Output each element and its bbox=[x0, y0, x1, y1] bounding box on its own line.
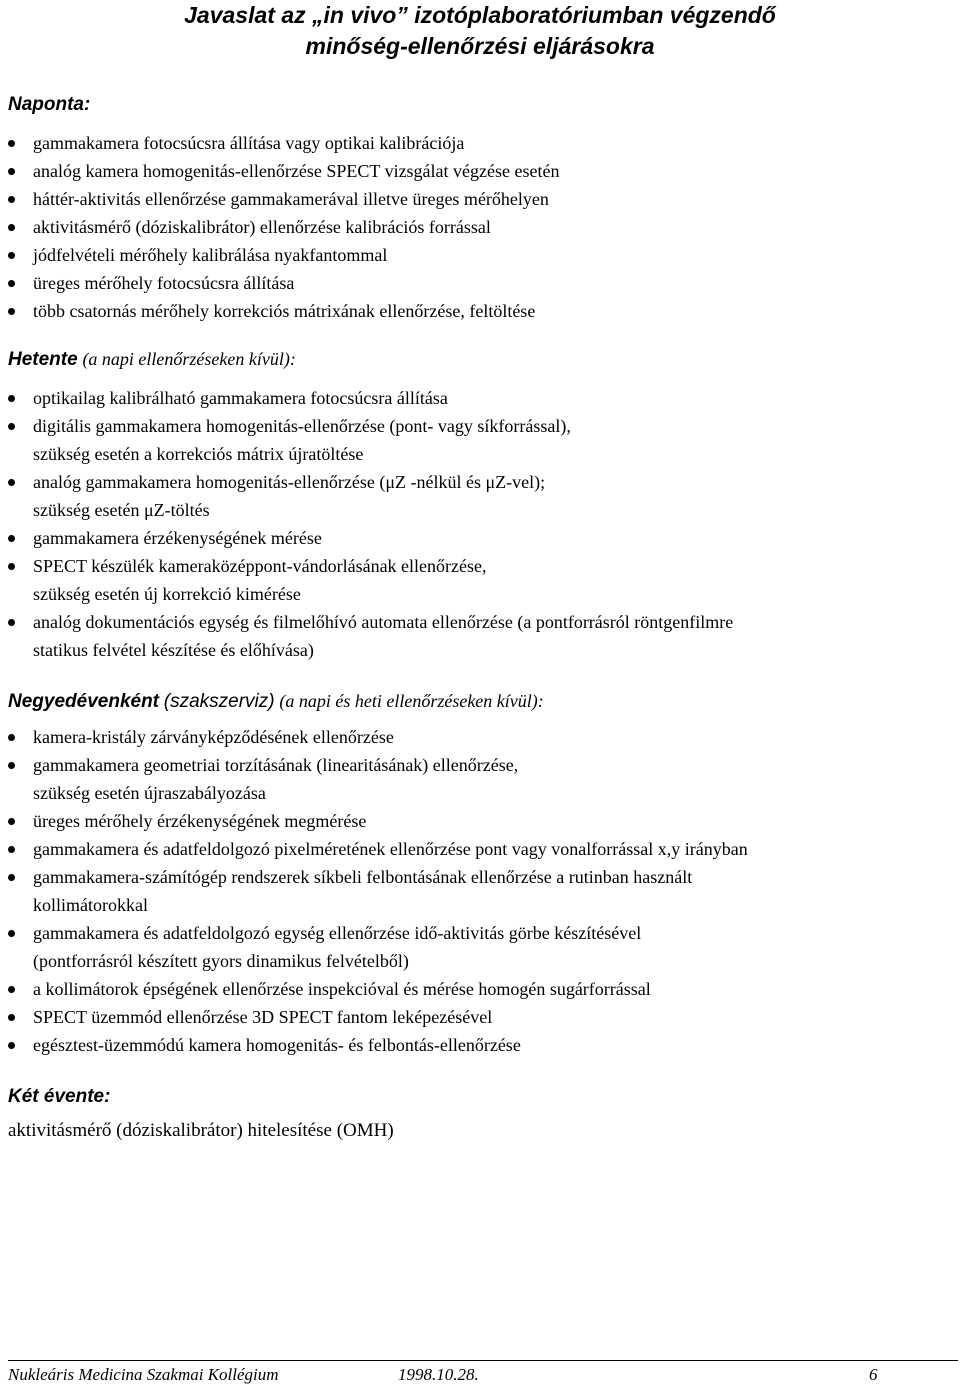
daily-heading-text: Naponta: bbox=[8, 94, 91, 115]
list-item-text: kamera-kristály zárványképződésének ellenőrzése bbox=[33, 727, 394, 747]
list-item bbox=[0, 807, 955, 835]
title-line-2: minőség-ellenőrzési eljárásokra bbox=[305, 33, 655, 59]
list-item-text: jódfelvételi mérőhely kalibrálása nyakfantommal bbox=[33, 245, 388, 265]
list-item-text: optikailag kalibrálható gammakamera fotocsúcsra állítása bbox=[33, 388, 448, 408]
list-item bbox=[0, 468, 955, 524]
list-item bbox=[0, 129, 955, 157]
list-item bbox=[0, 552, 955, 608]
list-item-text: SPECT üzemmód ellenőrzése 3D SPECT fantom leképezésével bbox=[33, 1007, 493, 1027]
bullet-icon bbox=[8, 395, 15, 402]
bullet-icon bbox=[8, 535, 15, 542]
bullet-icon bbox=[8, 479, 15, 486]
list-item-text: egésztest-üzemmódú kamera homogenitás- és felbontás-ellenőrzése bbox=[33, 1035, 521, 1055]
footer-date: 1998.10.28. bbox=[398, 1365, 479, 1384]
biannual-heading-text: Két évente: bbox=[8, 1086, 111, 1107]
list-item-text: üreges mérőhely érzékenységének megmérése bbox=[33, 811, 367, 831]
list-item bbox=[0, 751, 955, 807]
bullet-icon bbox=[8, 762, 15, 769]
bullet-icon bbox=[8, 930, 15, 937]
quarterly-heading-sub: (szakszerviz) bbox=[163, 691, 275, 712]
bullet-icon bbox=[8, 874, 15, 881]
weekly-heading-note: (a napi ellenőrzéseken kívül): bbox=[82, 349, 296, 369]
list-item-text: szükség esetén μZ-töltés bbox=[33, 500, 210, 520]
list-item bbox=[0, 1031, 955, 1059]
weekly-task-list bbox=[0, 384, 955, 664]
list-item bbox=[0, 919, 955, 975]
list-item bbox=[0, 1003, 955, 1031]
quarterly-task-list bbox=[0, 723, 955, 1059]
list-item bbox=[0, 269, 955, 297]
list-item-text: aktivitásmérő (dóziskalibrátor) ellenőrzése kalibrációs forrással bbox=[33, 217, 491, 237]
list-item bbox=[0, 412, 955, 468]
list-item-text: gammakamera fotocsúcsra állítása vagy optikai kalibrációja bbox=[33, 133, 465, 153]
page-footer bbox=[8, 1360, 958, 1384]
list-item-text: statikus felvétel készítése és előhívása) bbox=[33, 640, 314, 660]
list-item-text: a kollimátorok épségének ellenőrzése inspekcióval és mérése homogén sugárforrással bbox=[33, 979, 651, 999]
bullet-icon bbox=[8, 619, 15, 626]
footer-page-number: 6 bbox=[869, 1365, 878, 1384]
section-daily-heading bbox=[8, 92, 90, 118]
list-item-text: szükség esetén a korrekciós mátrix újratöltése bbox=[33, 444, 364, 464]
list-item bbox=[0, 608, 955, 664]
list-item bbox=[0, 213, 955, 241]
bullet-icon bbox=[8, 280, 15, 287]
list-item-text: digitális gammakamera homogenitás-ellenőrzése (pont- vagy síkforrással), bbox=[33, 416, 571, 436]
bullet-icon bbox=[8, 224, 15, 231]
bullet-icon bbox=[8, 986, 15, 993]
list-item bbox=[0, 975, 955, 1003]
bullet-icon bbox=[8, 308, 15, 315]
list-item-text: háttér-aktivitás ellenőrzése gammakamerával illetve üreges mérőhelyen bbox=[33, 189, 549, 209]
document-title bbox=[0, 0, 960, 62]
biannual-task-text: aktivitásmérő (dóziskalibrátor) hitelesítése (OMH) bbox=[8, 1120, 394, 1141]
list-item-text: üreges mérőhely fotocsúcsra állítása bbox=[33, 273, 295, 293]
list-item-text: analóg dokumentációs egység és filmelőhívó automata ellenőrzése (a pontforrásról röntgenfilmre bbox=[33, 612, 734, 632]
bullet-icon bbox=[8, 1042, 15, 1049]
section-biannual-heading bbox=[8, 1084, 110, 1110]
footer-organization: Nukleáris Medicina Szakmai Kollégium bbox=[8, 1365, 279, 1384]
list-item-text: kollimátorokkal bbox=[33, 895, 148, 915]
list-item bbox=[0, 157, 955, 185]
bullet-icon bbox=[8, 196, 15, 203]
list-item bbox=[0, 835, 955, 863]
bullet-icon bbox=[8, 140, 15, 147]
list-item-text: (pontforrásról készített gyors dinamikus felvételből) bbox=[33, 951, 409, 971]
list-item-text: gammakamera és adatfeldolgozó egység ellenőrzése idő-aktivitás görbe készítésével bbox=[33, 923, 642, 943]
list-item-text: gammakamera-számítógép rendszerek síkbeli felbontásának ellenőrzése a rutinban használt bbox=[33, 867, 693, 887]
list-item bbox=[0, 241, 955, 269]
daily-task-list bbox=[0, 129, 955, 325]
list-item-text: analóg gammakamera homogenitás-ellenőrzése (μZ -nélkül és μZ-vel); bbox=[33, 472, 546, 492]
title-line-1: Javaslat az „in vivo” izotóplaboratóriumban végzendő bbox=[184, 2, 776, 28]
section-weekly-heading bbox=[8, 346, 296, 373]
quarterly-heading-text: Negyedévenként bbox=[8, 691, 160, 712]
bullet-icon bbox=[8, 1014, 15, 1021]
list-item bbox=[0, 185, 955, 213]
list-item bbox=[0, 297, 955, 325]
list-item bbox=[0, 723, 955, 751]
list-item bbox=[0, 863, 955, 919]
section-quarterly-heading bbox=[8, 688, 544, 715]
quarterly-heading-note: (a napi és heti ellenőrzéseken kívül): bbox=[279, 691, 544, 711]
weekly-heading-text: Hetente bbox=[8, 349, 78, 370]
list-item-text: gammakamera érzékenységének mérése bbox=[33, 528, 322, 548]
list-item bbox=[0, 524, 955, 552]
list-item-text: szükség esetén újraszabályozása bbox=[33, 783, 266, 803]
list-item-text: SPECT készülék kameraközéppont-vándorlásának ellenőrzése, bbox=[33, 556, 487, 576]
bullet-icon bbox=[8, 818, 15, 825]
list-item-text: több csatornás mérőhely korrekciós mátrixának ellenőrzése, feltöltése bbox=[33, 301, 536, 321]
list-item-text: gammakamera és adatfeldolgozó pixelméretének ellenőrzése pont vagy vonalforrással x,y irányban bbox=[33, 839, 748, 859]
list-item bbox=[0, 384, 955, 412]
bullet-icon bbox=[8, 423, 15, 430]
bullet-icon bbox=[8, 252, 15, 259]
list-item-text: szükség esetén új korrekció kimérése bbox=[33, 584, 301, 604]
bullet-icon bbox=[8, 734, 15, 741]
bullet-icon bbox=[8, 563, 15, 570]
bullet-icon bbox=[8, 846, 15, 853]
bullet-icon bbox=[8, 168, 15, 175]
list-item-text: gammakamera geometriai torzításának (linearitásának) ellenőrzése, bbox=[33, 755, 519, 775]
list-item-text: analóg kamera homogenitás-ellenőrzése SPECT vizsgálat végzése esetén bbox=[33, 161, 560, 181]
